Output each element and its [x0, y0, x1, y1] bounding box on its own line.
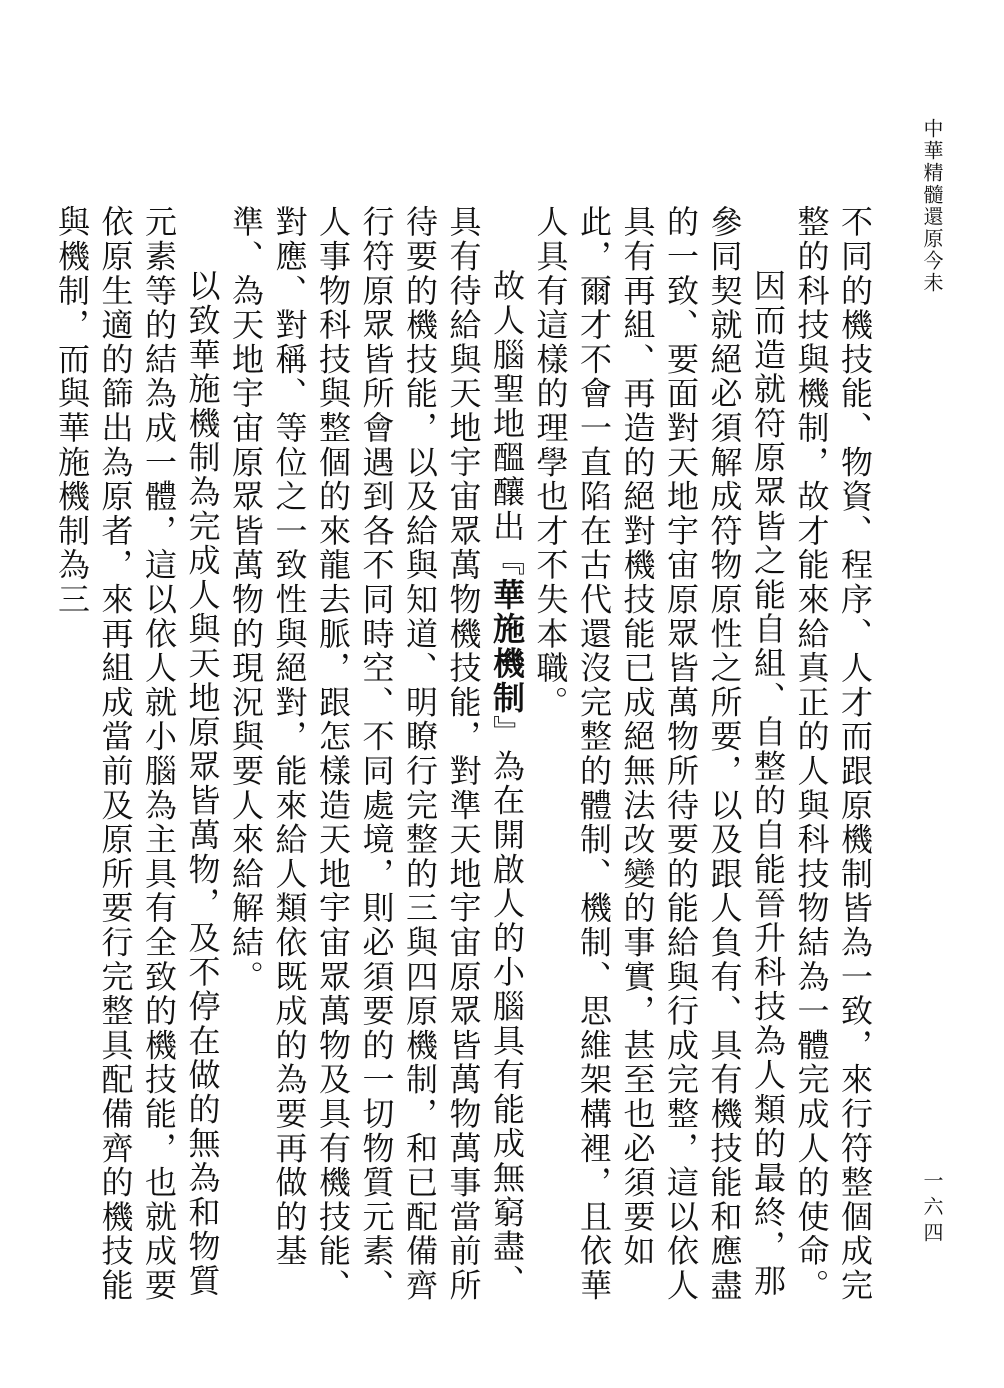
paragraph: 不同的機技能、物資、程序、人才而跟原機制皆為一致，來行符整個成完整的科技與機制，故才能來給真正的人與科技物結為一體完成人的使命。 [792, 205, 874, 1303]
paragraph-text: 』為在開啟人的小腦具有能成無窮盡、具有待給與天地宇宙眾萬物機技能，對準天地宇宙原眾皆萬物萬事當前所待要的機技能，以及給與知道、明瞭行完整的三與四原機制，和已配備齊行符原眾皆所會遇到各不同時空、不同處境，則必須要的一切物質元素、人事物科技與整個的來龍去脈，跟怎樣造天地宇宙眾萬物及具有機技能、對應、對稱、等位之一致性與絕對，能來給人類依既成的為要再做的基準、為天地宇宙原眾皆萬物的現況與要人來給解結。 [227, 205, 526, 1303]
paragraph: 以致華施機制為完成人與天地原眾皆萬物，及不停在做的無為和物質元素等的結為成一體，這以依人就小腦為主具有全致的機技能，也就成要依原生適的篩出為原者，來再組成當前及原所要行完整具配備齊的機技能與機制，而與華施機制為三 [53, 205, 222, 1303]
page-number: 一六四 [920, 1170, 944, 1248]
emphasized-term: 華施機制 [488, 577, 526, 715]
body-text [53, 205, 876, 1305]
paragraph-text: 故人腦聖地醞釀出『 [488, 269, 526, 578]
paragraph: 因而造就符原眾皆之能自組、自整的自能晉升科技為人類的最終，那參同契就絕必須解成符物原性之所要，以及跟人負有、具有機技能和應盡的一致、要面對天地宇宙原眾皆萬物所待要的能給與行成完整，這以依人具有再組、再造的絕對機技能已成絕無法改變的事實，甚至也必須要如此，爾才不會一直陷在古代還沒完整的體制、機制、思維架構裡，且依華人具有這樣的理學也才不失本職。 [531, 205, 787, 1303]
paragraph [224, 205, 529, 1305]
running-header: 中華精髓還原今未 [920, 118, 944, 294]
